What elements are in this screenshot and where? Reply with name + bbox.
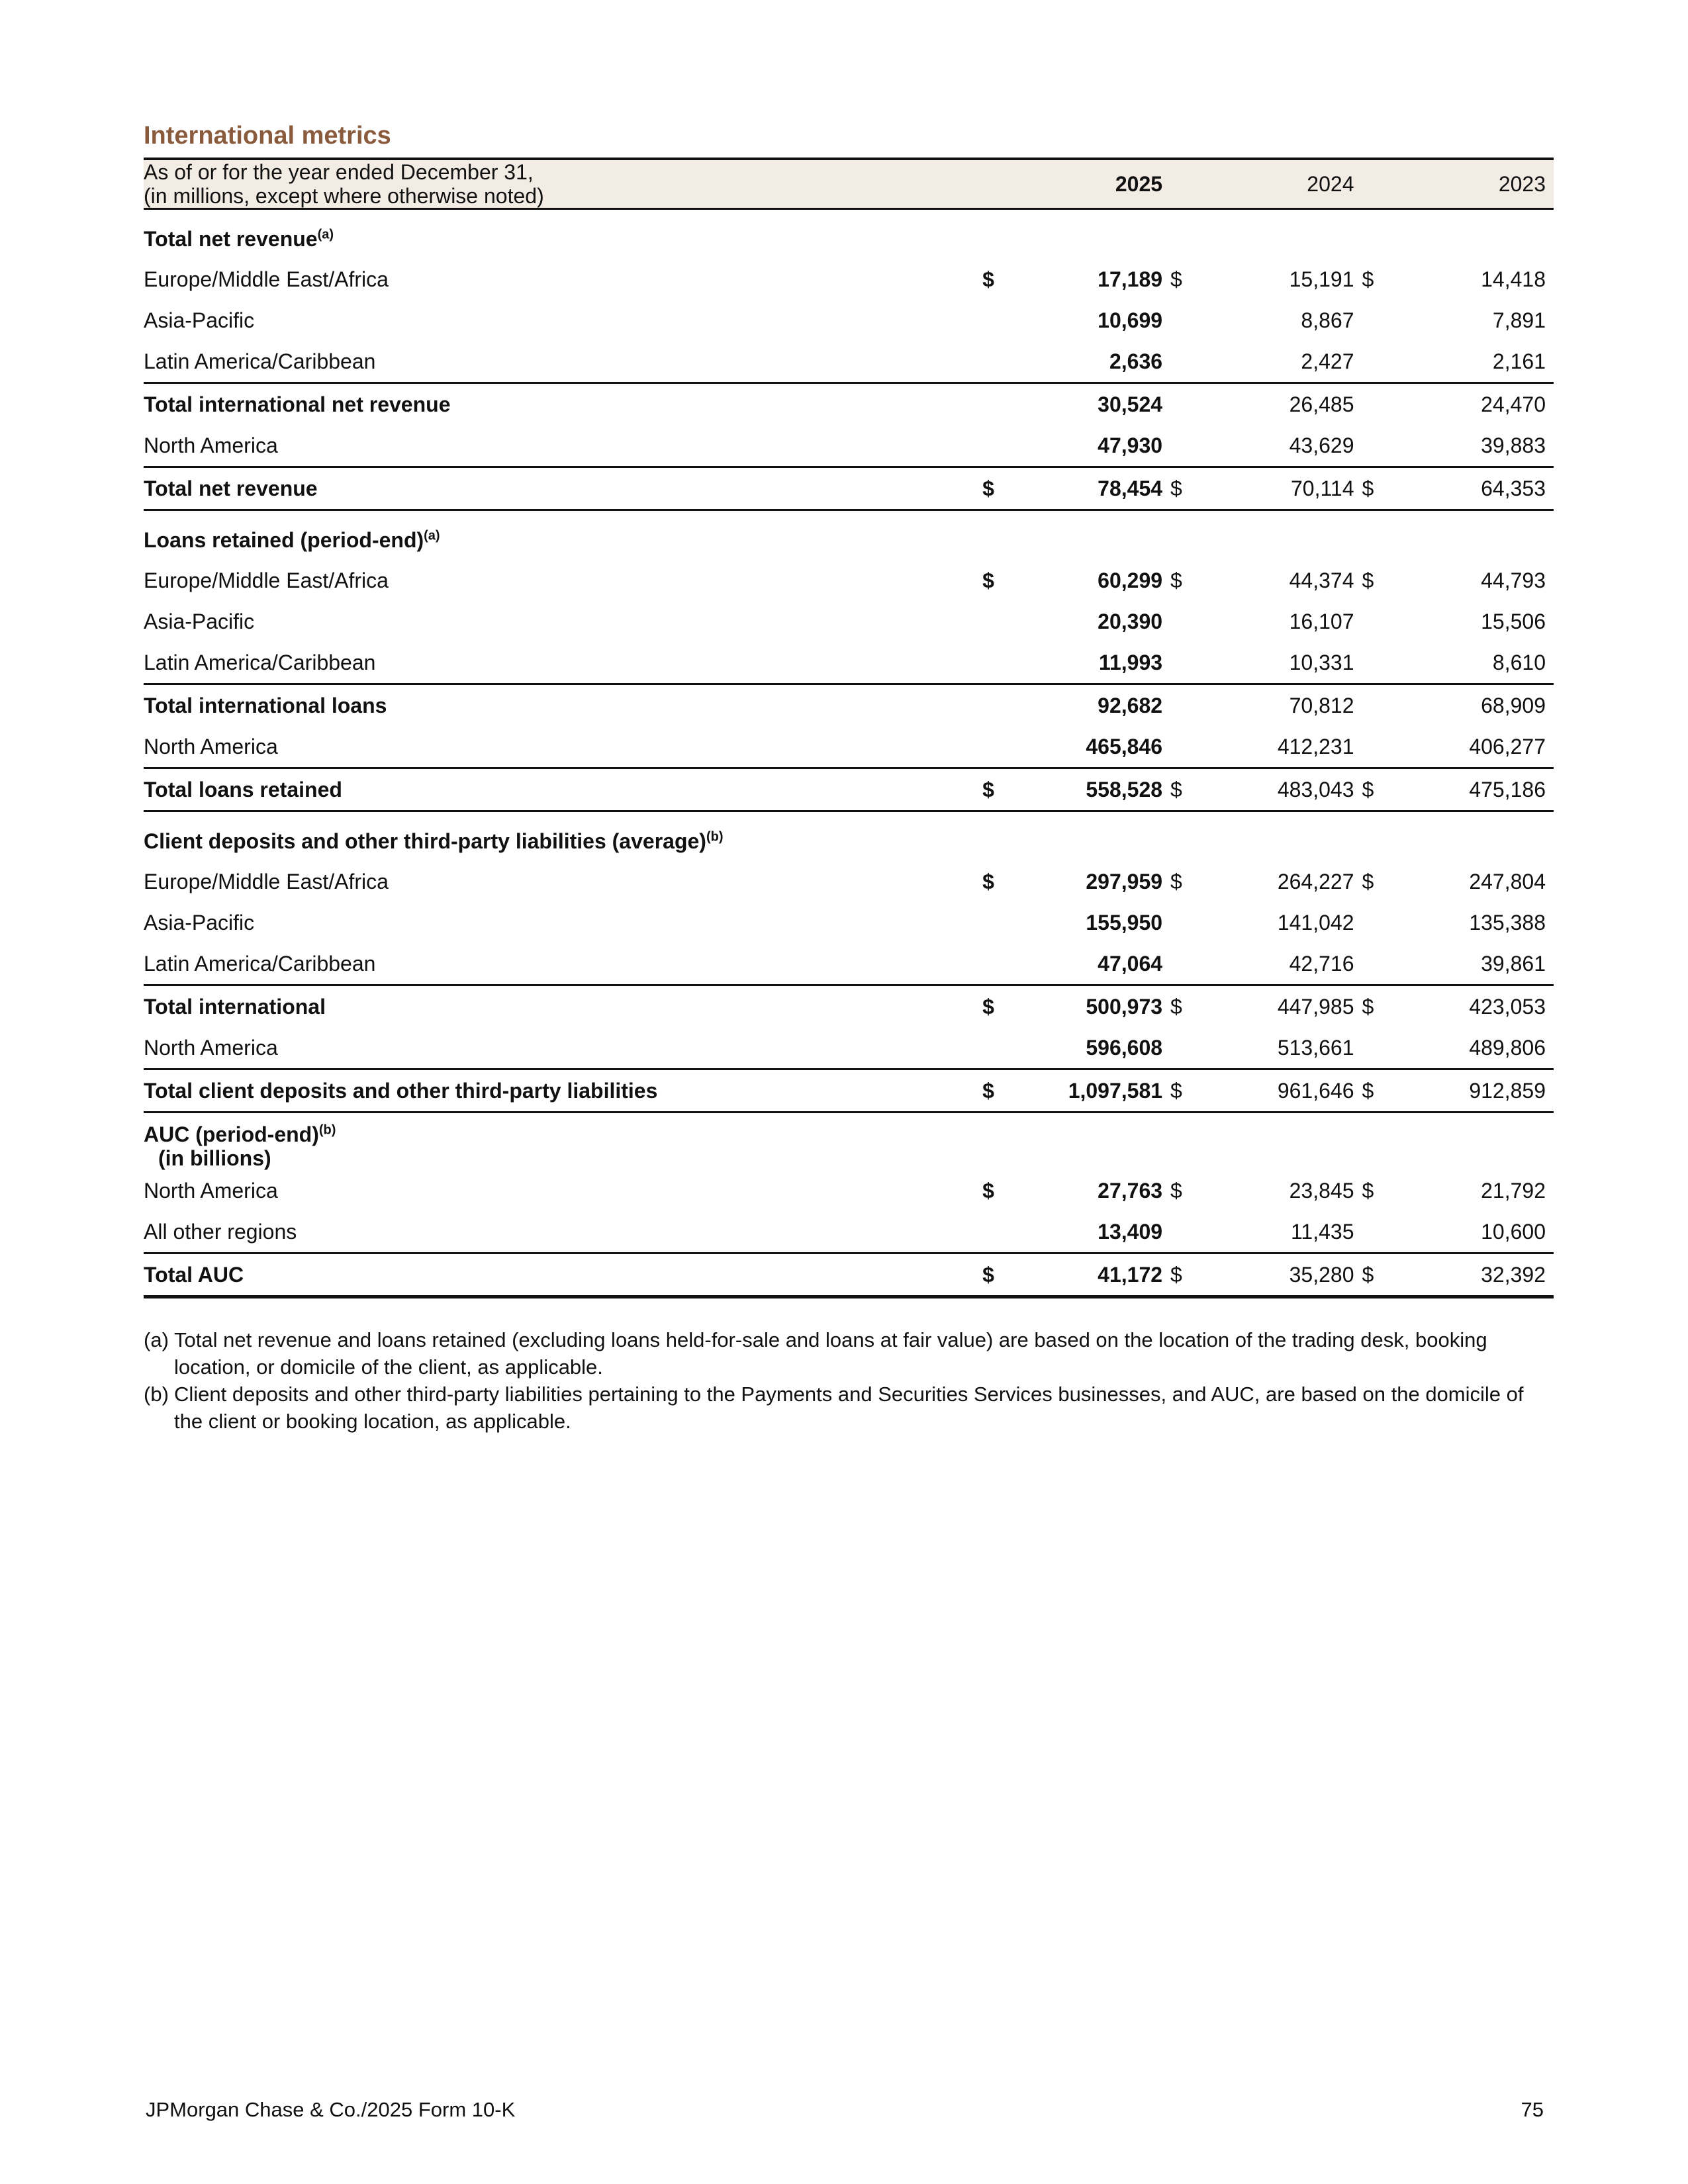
section-label-cell [144, 510, 1554, 561]
currency-symbol: $ [1362, 869, 1374, 893]
value-2024: 35,280 [1228, 1253, 1362, 1297]
row-label: All other regions [144, 1219, 297, 1244]
row-label: North America [144, 1178, 278, 1203]
row-label: Latin America/Caribbean [144, 650, 376, 674]
currency-symbol [1170, 1027, 1228, 1069]
table-row [144, 259, 1554, 300]
value-2023: 39,883 [1481, 433, 1546, 457]
currency-symbol [982, 341, 1040, 383]
section-label: Client deposits and other third-party liabilities (average) [144, 829, 706, 853]
section-label-cell [144, 209, 1554, 259]
currency-symbol [982, 383, 1040, 426]
footnote-reference: (b) [706, 829, 724, 844]
currency-symbol [982, 601, 1040, 642]
row-label: Asia-Pacific [144, 609, 255, 633]
section-label: Total net revenue [144, 226, 318, 251]
total-row [144, 985, 1554, 1028]
value-2025: 465,846 [1086, 734, 1163, 758]
value-2024: 26,485 [1228, 383, 1362, 426]
value-2024: 264,227 [1277, 869, 1354, 893]
currency-symbol: $ [982, 1069, 1040, 1113]
table-row [144, 902, 1554, 943]
row-label: Total international loans [144, 684, 982, 727]
value-2023: 44,793 [1481, 568, 1546, 592]
currency-symbol: $ [1170, 467, 1228, 510]
currency-symbol [982, 684, 1040, 727]
section-header-row [144, 209, 1554, 259]
section-label: AUC (period-end) [144, 1122, 319, 1146]
total-row [144, 768, 1554, 811]
row-label: Europe/Middle East/Africa [144, 267, 389, 291]
footnote-mark: (b) [144, 1383, 169, 1406]
currency-symbol [1170, 341, 1228, 383]
value-2025: 11,993 [1098, 650, 1163, 674]
value-2025: 92,682 [1040, 684, 1170, 727]
total-row [144, 383, 1554, 426]
currency-symbol [1362, 341, 1419, 383]
value-2025: 155,950 [1086, 910, 1163, 934]
currency-symbol: $ [982, 1178, 994, 1203]
value-2023: 32,392 [1420, 1253, 1554, 1297]
currency-symbol [1170, 425, 1228, 467]
footer-page-number: 75 [1521, 2098, 1544, 2121]
total-row [144, 1253, 1554, 1297]
currency-symbol: $ [1362, 467, 1419, 510]
row-label: Total loans retained [144, 768, 982, 811]
table-header-row [144, 159, 1554, 209]
row-label: Total net revenue [144, 467, 982, 510]
value-2025: 558,528 [1040, 768, 1170, 811]
table-row [144, 300, 1554, 341]
table-row [144, 560, 1554, 601]
footnote-mark: (a) [144, 1328, 169, 1351]
currency-symbol [1170, 943, 1228, 985]
row-label: North America [144, 433, 278, 457]
value-2024: 11,435 [1290, 1219, 1354, 1244]
row-label: Total international [144, 985, 982, 1028]
currency-symbol: $ [982, 985, 1040, 1028]
value-2023: 39,861 [1481, 951, 1546, 976]
value-2024: 961,646 [1228, 1069, 1362, 1113]
value-2025: 2,636 [1109, 349, 1163, 373]
footnote-reference: (b) [318, 1122, 336, 1138]
table-row [144, 726, 1554, 768]
currency-symbol [982, 425, 1040, 467]
value-2023: 14,418 [1481, 267, 1546, 291]
row-label: Europe/Middle East/Africa [144, 568, 389, 592]
currency-symbol [982, 726, 1040, 768]
section-label-cell [144, 1113, 1554, 1171]
currency-symbol [1362, 943, 1419, 985]
value-2025: 297,959 [1086, 869, 1163, 893]
international-metrics-table [144, 158, 1554, 1298]
value-2023: 24,470 [1420, 383, 1554, 426]
value-2023: 68,909 [1420, 684, 1554, 727]
currency-symbol: $ [1362, 267, 1374, 291]
table-row [144, 425, 1554, 467]
row-label: Total client deposits and other third-party liabilities [144, 1069, 982, 1113]
value-2025: 596,608 [1086, 1035, 1163, 1060]
currency-symbol [1362, 684, 1419, 727]
value-2023: 423,053 [1420, 985, 1554, 1028]
value-2023: 10,600 [1481, 1219, 1546, 1244]
currency-symbol: $ [1170, 869, 1182, 893]
currency-symbol [1170, 300, 1228, 341]
value-2024: 8,867 [1301, 308, 1354, 332]
currency-symbol: $ [1362, 1069, 1419, 1113]
currency-symbol [1362, 902, 1419, 943]
footnotes [144, 1326, 1554, 1435]
value-2023: 64,353 [1420, 467, 1554, 510]
value-2025: 10,699 [1098, 308, 1163, 332]
currency-symbol: $ [982, 1253, 1040, 1297]
value-2025: 20,390 [1098, 609, 1163, 633]
currency-symbol: $ [1170, 267, 1182, 291]
row-label: Latin America/Caribbean [144, 951, 376, 976]
currency-symbol [1362, 1027, 1419, 1069]
value-2024: 483,043 [1228, 768, 1362, 811]
row-label: Total international net revenue [144, 383, 982, 426]
row-label: North America [144, 734, 278, 758]
footnote-reference: (a) [424, 527, 440, 543]
currency-symbol [1362, 300, 1419, 341]
currency-symbol: $ [982, 869, 994, 893]
value-2024: 42,716 [1289, 951, 1354, 976]
currency-symbol: $ [1170, 768, 1228, 811]
value-2024: 10,331 [1289, 650, 1354, 674]
value-2023: 15,506 [1481, 609, 1546, 633]
section-label-cell [144, 811, 1554, 862]
value-2024: 15,191 [1289, 267, 1354, 291]
section-header-row [144, 510, 1554, 561]
value-2024: 412,231 [1277, 734, 1354, 758]
value-2024: 43,629 [1289, 433, 1354, 457]
value-2024: 70,812 [1228, 684, 1362, 727]
row-label: North America [144, 1035, 278, 1060]
table-row [144, 861, 1554, 902]
header-label-line2: (in millions, except where otherwise noted) [144, 184, 544, 208]
row-label: Europe/Middle East/Africa [144, 869, 389, 893]
value-2025: 60,299 [1098, 568, 1163, 592]
row-label: Latin America/Caribbean [144, 349, 376, 373]
value-2025: 500,973 [1040, 985, 1170, 1028]
header-year-2024: 2024 [1228, 159, 1362, 209]
table-row [144, 943, 1554, 985]
value-2024: 2,427 [1301, 349, 1354, 373]
header-year-2023: 2023 [1420, 159, 1554, 209]
currency-symbol: $ [982, 768, 1040, 811]
footnote-text: Client deposits and other third-party liabilities pertaining to the Payments and Securities Services businesses, and AUC, are based on the domicile of the client or booking location, as applicable. [174, 1383, 1524, 1433]
footnote-a [144, 1326, 1554, 1381]
currency-symbol [1170, 642, 1228, 684]
table-row [144, 1027, 1554, 1069]
currency-symbol [982, 902, 1040, 943]
currency-symbol: $ [1170, 1069, 1228, 1113]
table-row [144, 1211, 1554, 1253]
currency-symbol: $ [1170, 1253, 1228, 1297]
value-2024: 70,114 [1228, 467, 1362, 510]
total-row [144, 684, 1554, 727]
value-2023: 8,610 [1492, 650, 1546, 674]
currency-symbol [1170, 684, 1228, 727]
header-label-line1: As of or for the year ended December 31, [144, 160, 534, 184]
section-sublabel: (in billions) [158, 1146, 271, 1170]
currency-symbol: $ [982, 267, 994, 291]
currency-symbol [1362, 601, 1419, 642]
currency-symbol [1170, 1211, 1228, 1253]
currency-symbol [1362, 1211, 1419, 1253]
currency-symbol [1362, 383, 1419, 426]
value-2025: 30,524 [1040, 383, 1170, 426]
currency-symbol: $ [1362, 985, 1419, 1028]
value-2023: 406,277 [1469, 734, 1546, 758]
currency-symbol [982, 1027, 1040, 1069]
value-2024: 513,661 [1277, 1035, 1354, 1060]
currency-symbol: $ [1170, 985, 1228, 1028]
value-2023: 489,806 [1469, 1035, 1546, 1060]
value-2024: 16,107 [1289, 609, 1354, 633]
currency-symbol [1170, 383, 1228, 426]
currency-symbol: $ [982, 568, 994, 592]
header-year-2025: 2025 [1040, 159, 1170, 209]
table-title: International metrics [144, 122, 391, 150]
value-2024: 141,042 [1277, 910, 1354, 934]
value-2024: 23,845 [1289, 1178, 1354, 1203]
row-label: Total AUC [144, 1253, 982, 1297]
value-2023: 247,804 [1469, 869, 1546, 893]
currency-symbol: $ [1362, 1178, 1374, 1203]
table-row [144, 601, 1554, 642]
value-2025: 47,930 [1098, 433, 1163, 457]
currency-symbol [1362, 642, 1419, 684]
total-row [144, 467, 1554, 510]
value-2023: 21,792 [1481, 1178, 1546, 1203]
value-2023: 135,388 [1469, 910, 1546, 934]
currency-symbol [982, 1211, 1040, 1253]
value-2025: 27,763 [1098, 1178, 1163, 1203]
table-row [144, 341, 1554, 383]
footnote-b [144, 1381, 1554, 1435]
currency-symbol [982, 642, 1040, 684]
section-header-row [144, 1113, 1554, 1171]
currency-symbol: $ [1362, 568, 1374, 592]
footnote-text: Total net revenue and loans retained (excluding loans held-for-sale and loans at fair value) are based on the location of the trading desk, booking location, or domicile of the client, as applicable. [174, 1328, 1487, 1379]
currency-symbol: $ [1362, 1253, 1419, 1297]
row-label: Asia-Pacific [144, 910, 255, 934]
footer-company-form: JPMorgan Chase & Co./2025 Form 10-K [146, 2098, 516, 2121]
currency-symbol [982, 300, 1040, 341]
currency-symbol [1362, 726, 1419, 768]
value-2025: 13,409 [1098, 1219, 1163, 1244]
value-2025: 17,189 [1098, 267, 1163, 291]
currency-symbol [1170, 726, 1228, 768]
currency-symbol: $ [982, 467, 1040, 510]
currency-symbol: $ [1170, 568, 1182, 592]
currency-symbol [1170, 601, 1228, 642]
value-2025: 1,097,581 [1040, 1069, 1170, 1113]
currency-symbol: $ [1362, 768, 1419, 811]
value-2023: 912,859 [1420, 1069, 1554, 1113]
total-row [144, 1069, 1554, 1113]
footnote-reference: (a) [317, 226, 334, 242]
currency-symbol [1362, 425, 1419, 467]
value-2024: 44,374 [1289, 568, 1354, 592]
table-row [144, 642, 1554, 684]
row-label: Asia-Pacific [144, 308, 255, 332]
header-label-cell [144, 159, 982, 209]
value-2023: 7,891 [1492, 308, 1546, 332]
section-header-row [144, 811, 1554, 862]
currency-symbol [1170, 902, 1228, 943]
value-2023: 2,161 [1492, 349, 1546, 373]
value-2025: 47,064 [1098, 951, 1163, 976]
value-2025: 41,172 [1040, 1253, 1170, 1297]
currency-symbol [982, 943, 1040, 985]
value-2024: 447,985 [1228, 985, 1362, 1028]
value-2025: 78,454 [1040, 467, 1170, 510]
table-row [144, 1170, 1554, 1211]
value-2023: 475,186 [1420, 768, 1554, 811]
section-label: Loans retained (period-end) [144, 527, 424, 552]
currency-symbol: $ [1170, 1178, 1182, 1203]
